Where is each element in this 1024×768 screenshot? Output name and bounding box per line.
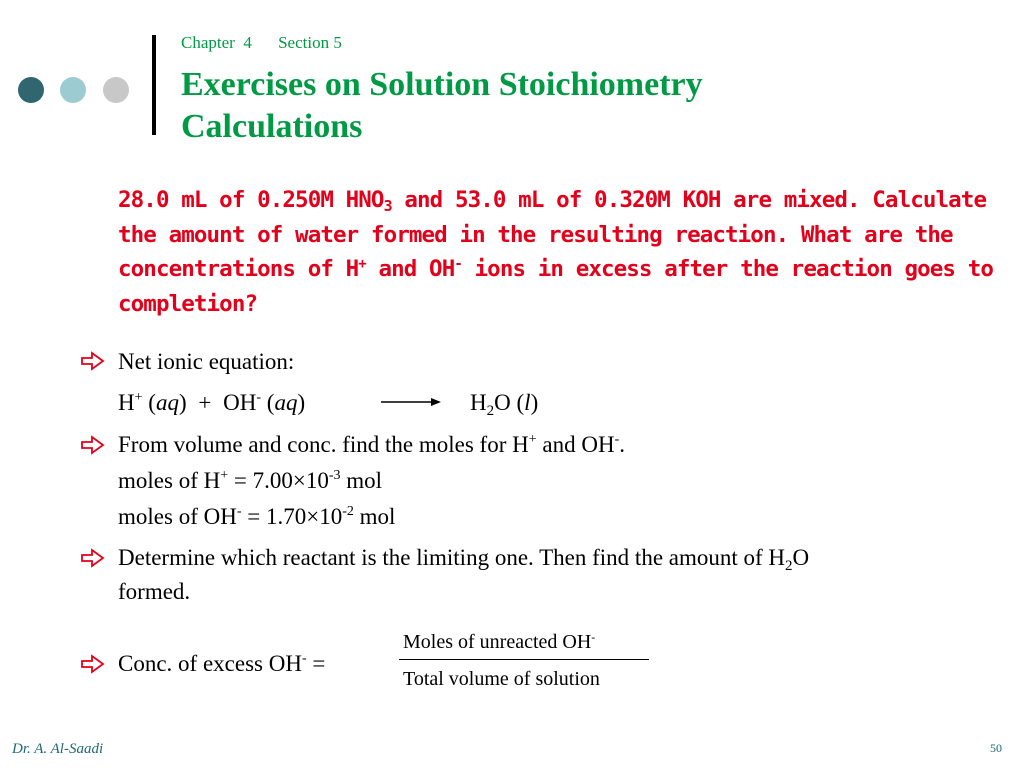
equation-reactants: H+ (aq) + OH- (aq) [118, 390, 306, 415]
b3-text-1: Determine which reactant is the limiting one. Then find the amount of H [118, 545, 786, 570]
eq-product-o: O [494, 390, 511, 415]
page-number: 50 [990, 741, 1002, 755]
title-line-2: Calculations [181, 108, 363, 145]
moles-oh-line [118, 503, 395, 531]
section-label: Section 5 [278, 33, 342, 52]
bullet-excess-conc [118, 650, 325, 678]
b2-sup-2: - [614, 432, 620, 447]
m1-text-2: = 7.00×10 [228, 468, 329, 493]
decor-dot-dark [18, 77, 44, 103]
decor-dot-teal [60, 77, 86, 103]
b3-sub: 2 [785, 558, 793, 574]
problem-sup-plus: + [358, 256, 366, 272]
problem-text-3: and OH [365, 256, 455, 282]
m2-text-2: = 1.70×10 [241, 504, 343, 529]
reaction-arrow-icon [381, 396, 443, 408]
eq-plus: + [198, 390, 212, 415]
m1-sup-1: + [220, 468, 229, 483]
eq-product-state: l [524, 390, 531, 415]
hollow-right-arrow-icon [80, 351, 106, 371]
title-line-1: Exercises on Solution Stoichiometry [181, 66, 703, 103]
m1-text-1: moles of H [118, 468, 221, 493]
b2-text-3: . [619, 432, 625, 457]
eq-h-charge: + [134, 390, 143, 405]
fraction-numerator [403, 631, 595, 654]
b4-text-1: Conc. of excess OH [118, 651, 302, 676]
b2-sup-1: + [528, 432, 537, 447]
eq-product-h: H [470, 390, 487, 415]
bullet-find-moles [118, 431, 625, 459]
m2-sup-2: -2 [342, 504, 354, 519]
numerator-text: Moles of unreacted OH [403, 631, 592, 653]
bullet-net-ionic: Net ionic equation: [118, 349, 295, 374]
hollow-right-arrow-icon [80, 435, 106, 455]
chapter-section-label [181, 33, 342, 53]
eq-oh-charge: - [256, 390, 262, 405]
chapter-label: Chapter 4 [181, 33, 252, 52]
problem-sup-minus: - [454, 256, 462, 272]
fraction-denominator: Total volume of solution [403, 668, 600, 690]
hollow-right-arrow-icon [80, 654, 106, 674]
b2-text-2: and OH [536, 432, 615, 457]
b4-sup: - [301, 651, 307, 666]
m1-text-3: mol [340, 468, 383, 493]
b2-text-1: From volume and conc. find the moles for H [118, 432, 529, 457]
problem-statement [118, 183, 998, 321]
bullet-limiting-reactant [118, 544, 809, 572]
b3-text-2: O [792, 545, 810, 570]
hollow-right-arrow-icon [80, 548, 106, 568]
eq-product-sub: 2 [486, 403, 495, 419]
problem-text-2: and 53.0 mL of 0.320M KOH are mixed. Calculate the amount of water formed in the resulting reaction. What are the concentrations of H [118, 187, 987, 282]
m1-sup-2: -3 [328, 468, 341, 483]
equation-product: $H_2O$ (l) [470, 390, 539, 419]
problem-text-1: 28.0 mL of 0.250M HNO [118, 187, 384, 213]
numerator-sup: - [591, 630, 596, 644]
fraction-bar [399, 659, 649, 660]
problem-text-4: ions in excess after the reaction goes to completion? [118, 256, 994, 317]
title-divider-bar [152, 35, 156, 135]
eq-h-state: aq [155, 390, 179, 415]
m2-sup-1: - [236, 504, 242, 519]
eq-h: H [118, 390, 135, 415]
decor-dot-gray [103, 77, 129, 103]
moles-h-line [118, 467, 382, 495]
problem-sub-3: 3 [383, 197, 392, 215]
eq-oh: OH [223, 390, 257, 415]
eq-oh-state: aq [274, 390, 298, 415]
m2-text-3: mol [353, 504, 396, 529]
footer-author: Dr. A. Al-Saadi [12, 741, 104, 757]
b4-text-2: = [306, 651, 326, 676]
m2-text-1: moles of OH [118, 504, 237, 529]
slide-title [181, 64, 1001, 148]
bullet-limiting-reactant-line2: formed. [118, 579, 191, 604]
